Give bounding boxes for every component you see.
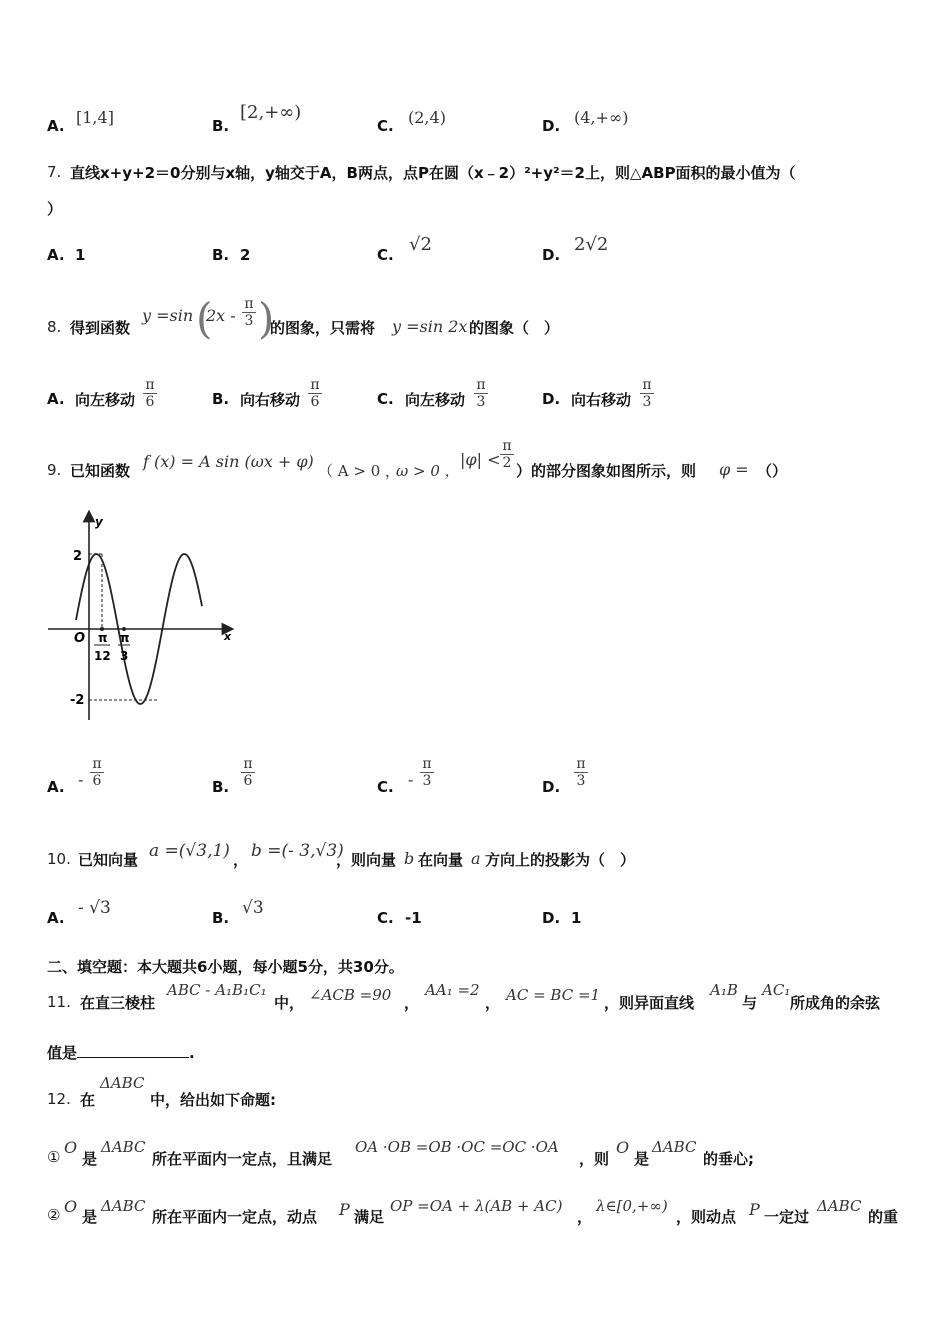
q10-number: 10. — [47, 850, 71, 868]
q8-frac-c-pi: π — [474, 377, 488, 394]
q12-p2-tri2: ΔABC — [817, 1197, 862, 1215]
q11-answer-blank[interactable] — [77, 1043, 189, 1058]
q10-mid: 在向量 — [418, 851, 464, 869]
q9-pi-over-2 — [500, 438, 514, 471]
q8-frac-a-den: 6 — [145, 394, 155, 410]
q12-p2-p: P — [339, 1200, 350, 1219]
q11-line2-text: 值是 — [47, 1044, 78, 1062]
q12-p1-tri2: ΔABC — [652, 1138, 697, 1156]
q9-frac-d-den: 3 — [576, 773, 586, 789]
q8-frac-b-pi: π — [308, 377, 322, 394]
q9-sign-c: - — [408, 770, 414, 789]
q6-label-c: C. — [377, 117, 394, 135]
q10-vec-b: b =(- 3,√3) — [251, 841, 344, 861]
q8-option-a: 向左移动 — [75, 391, 136, 409]
q9-cond1: （ A > 0 ， — [318, 462, 401, 480]
q9-y-label: y — [95, 515, 103, 529]
q10-label-c: C. — [377, 909, 394, 927]
q9-label-b: B. — [212, 778, 230, 796]
q9-frac-c — [420, 756, 434, 789]
q8-mid: 的图象，只需将 — [270, 319, 376, 337]
q10-b: b — [404, 849, 415, 868]
q8-number: 8. — [47, 318, 62, 336]
q9-tick1-num: π — [98, 631, 108, 645]
q12-p1-o2: O — [616, 1138, 630, 1157]
q9-paren: （） — [757, 462, 788, 480]
q8-frac-c — [474, 377, 488, 410]
q9-frac-a-pi: π — [90, 756, 104, 773]
q8-label-b: B. — [212, 390, 230, 408]
q10-label-b: B. — [212, 909, 230, 927]
q12-p2-eq: OP =OA + λ(AB + AC) — [390, 1197, 563, 1215]
q10-option-b: √3 — [242, 898, 264, 918]
q9-sign-a: - — [78, 770, 84, 789]
q9-label-c: C. — [377, 778, 394, 796]
q10-a: a — [471, 849, 481, 868]
q6-option-d: (4,+∞) — [574, 108, 629, 127]
q10-tail: 方向上的投影为（ ） — [485, 851, 636, 869]
q12-p2-tri: ΔABC — [101, 1197, 146, 1215]
q12-p2-mark: ② — [47, 1206, 61, 1224]
q12-p2-text2: 满足 — [354, 1208, 385, 1226]
q12-p1-mark: ① — [47, 1148, 61, 1166]
q11-aa1: AA₁ =2 — [425, 981, 480, 999]
q7-label-c: C. — [377, 246, 394, 264]
q9-tick2-den: 3 — [120, 649, 129, 663]
q10-comma: ， — [233, 851, 249, 869]
q8-paren-close: ) — [258, 294, 275, 343]
q12-tail: 中，给出如下命题: — [150, 1091, 276, 1109]
q12-p1-shi: 是 — [82, 1150, 98, 1168]
q8-frac-a — [143, 377, 157, 410]
q8-frac-c-den: 3 — [476, 394, 486, 410]
q8-tail: 的图象（ ） — [469, 319, 560, 337]
q12-p2-lambda: λ∈[0,+∞) — [596, 1197, 668, 1215]
q7-number: 7. — [47, 163, 62, 181]
q9-lead: 已知函数 — [70, 462, 131, 480]
q8-func2: y =sin 2x — [392, 317, 468, 336]
q10-option-c: -1 — [405, 909, 422, 927]
q12-p1-text1: 所在平面内一定点，且满足 — [152, 1150, 333, 1168]
q12-tri: ΔABC — [100, 1074, 145, 1092]
q7-label-d: D. — [542, 246, 561, 264]
q9-func: f (x) = A sin (ωx + φ) — [143, 452, 314, 471]
q9-frac-c-den: 3 — [422, 773, 432, 789]
q8-label-a: A. — [47, 390, 65, 408]
section-2-title: 二、填空题：本大题共6小题，每小题5分，共30分。 — [47, 958, 404, 976]
q9-sine-graph — [40, 510, 240, 725]
q12-p2-text5: 的重 — [868, 1208, 899, 1226]
q8-func1-inner: 2x - — [206, 306, 236, 325]
q9-phi-eq: φ = — [719, 460, 749, 479]
q9-frac-b — [241, 756, 255, 789]
q7-option-a: 1 — [75, 246, 86, 264]
q11-period: . — [189, 1044, 195, 1062]
q9-ymax-label: 2 — [73, 549, 83, 564]
q9-label-d: D. — [542, 778, 561, 796]
q11-lead: 在直三棱柱 — [80, 994, 156, 1012]
q9-frac-d-pi: π — [574, 756, 588, 773]
q12-p1-text4: 的垂心; — [703, 1150, 754, 1168]
q8-frac-d-den: 3 — [642, 394, 652, 410]
q12-p1-text2: ，则 — [579, 1150, 610, 1168]
q9-number: 9. — [47, 461, 62, 479]
q8-frac-b — [308, 377, 322, 410]
q12-p2-o: O — [64, 1197, 78, 1216]
q7-text: 直线x+y+2＝0分别与x轴，y轴交于A，B两点，点P在圆（x﹣2）²+y²＝2上，则△ABP面积的最小值为（ — [70, 164, 796, 182]
q8-three: 3 — [244, 313, 254, 329]
q11-number: 11. — [47, 993, 71, 1011]
q12-p1-tri: ΔABC — [101, 1138, 146, 1156]
q12-p2-p2: P — [749, 1200, 760, 1219]
q8-label-d: D. — [542, 390, 561, 408]
q11-line2 — [47, 1042, 195, 1063]
q11-tail2: 所成角的余弦 — [790, 994, 881, 1012]
q9-cond3: |φ| < — [460, 450, 501, 469]
q8-func1-prefix: y =sin — [142, 306, 194, 325]
q10-lead: 已知向量 — [78, 851, 139, 869]
q11-yu: 与 — [742, 994, 758, 1012]
q8-option-b: 向右移动 — [240, 391, 301, 409]
q9-frac-d — [574, 756, 588, 789]
q11-acbc: AC = BC =1 — [506, 986, 601, 1004]
q11-prism: ABC - A₁B₁C₁ — [167, 981, 267, 999]
q9-cond2: ω > 0 ， — [396, 462, 460, 480]
q11-angle: ∠ACB =90 — [309, 986, 392, 1004]
q10-option-d: 1 — [571, 909, 582, 927]
q11-a1b: A₁B — [710, 981, 738, 999]
q12-p1-text3: 是 — [634, 1150, 650, 1168]
q6-option-c: (2,4) — [408, 108, 446, 127]
q10-option-a: - √3 — [78, 898, 111, 918]
q7-text-end: ） — [47, 200, 63, 218]
q8-frac-b-den: 6 — [310, 394, 320, 410]
q12-p2-text1: 所在平面内一定点，动点 — [152, 1208, 318, 1226]
q8-pi-over-3 — [242, 296, 256, 329]
q12-number: 12. — [47, 1090, 71, 1108]
q11-comma1: ， — [404, 994, 420, 1012]
q10-label-a: A. — [47, 909, 65, 927]
q6-label-d: D. — [542, 117, 561, 135]
q10-label-d: D. — [542, 909, 561, 927]
q8-frac-d-pi: π — [640, 377, 654, 394]
q9-tick1-den: 12 — [94, 649, 111, 663]
q8-option-c: 向左移动 — [405, 391, 466, 409]
q9-x-label: x — [224, 630, 232, 643]
q9-label-a: A. — [47, 778, 65, 796]
q11-comma2: ， — [485, 994, 501, 1012]
q12-p2-shi: 是 — [82, 1208, 98, 1226]
q9-tail: ）的部分图象如图所示，则 — [516, 462, 697, 480]
q8-lead: 得到函数 — [70, 319, 131, 337]
q11-ac1: AC₁ — [762, 981, 791, 999]
q8-label-c: C. — [377, 390, 394, 408]
q8-paren-open: ( — [196, 294, 213, 343]
q7-option-d: 2√2 — [574, 234, 609, 255]
q9-ymin-label: -2 — [70, 693, 85, 708]
q11-tail1: ，则异面直线 — [604, 994, 695, 1012]
q6-label-a: A. — [47, 117, 65, 135]
q7-option-b: 2 — [240, 246, 251, 264]
q12-p2-comma: ， — [577, 1208, 593, 1226]
q12-p2-text3: ，则动点 — [676, 1208, 737, 1226]
q10-vec-a: a =(√3,1) — [149, 841, 230, 861]
q12-p1-eq: OA ·OB =OB ·OC =OC ·OA — [355, 1138, 559, 1156]
q6-option-b: [2,+∞) — [240, 102, 302, 123]
q10-tail-pre: ，则向量 — [336, 851, 397, 869]
q8-option-d: 向右移动 — [571, 391, 632, 409]
q9-tick2-num: π — [120, 631, 130, 645]
q7-label-b: B. — [212, 246, 230, 264]
q9-two: 2 — [502, 455, 512, 471]
q6-label-b: B. — [212, 117, 230, 135]
q12-p2-text4: 一定过 — [764, 1208, 810, 1226]
q9-frac-b-pi: π — [241, 756, 255, 773]
q12-p1-o: O — [64, 1138, 78, 1157]
q9-frac-b-den: 6 — [243, 773, 253, 789]
q7-label-a: A. — [47, 246, 65, 264]
q9-origin-label: O — [74, 631, 86, 646]
q8-pi: π — [242, 296, 256, 313]
q11-zhong: 中， — [274, 994, 305, 1012]
q9-pi: π — [500, 438, 514, 455]
q9-frac-a — [90, 756, 104, 789]
q9-frac-a-den: 6 — [92, 773, 102, 789]
q8-frac-a-pi: π — [143, 377, 157, 394]
q7-option-c: √2 — [409, 234, 432, 255]
q8-frac-d — [640, 377, 654, 410]
q9-frac-c-pi: π — [420, 756, 434, 773]
q12-lead: 在 — [80, 1091, 96, 1109]
q6-option-a: [1,4] — [76, 108, 114, 127]
